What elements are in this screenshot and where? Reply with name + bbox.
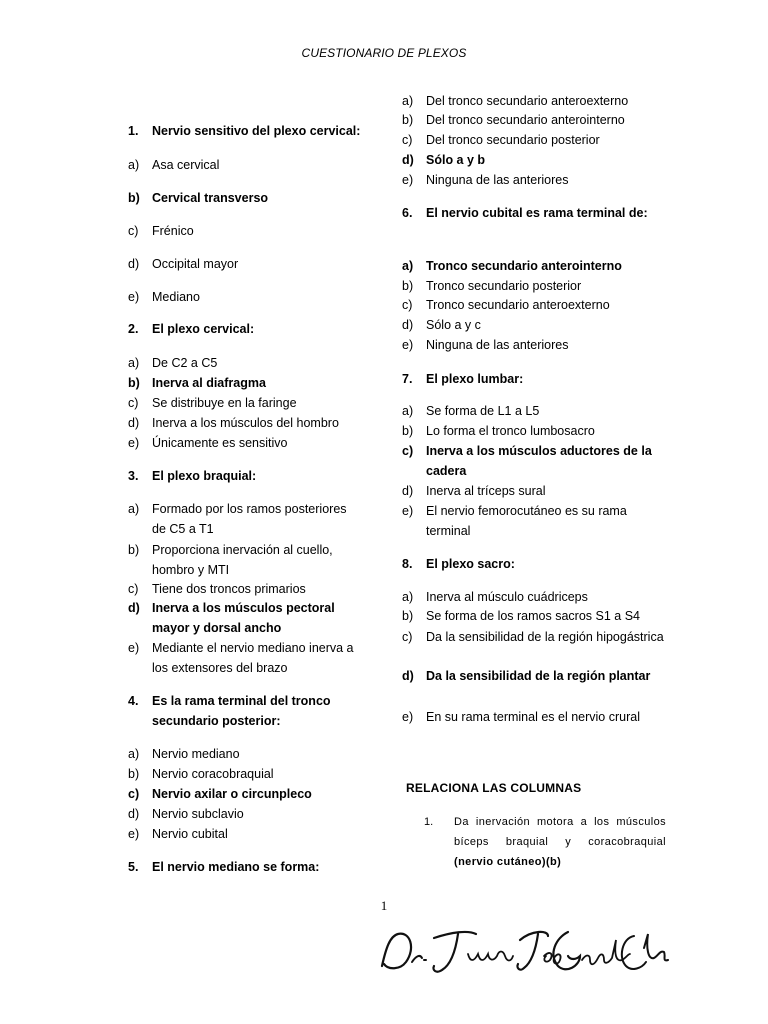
option-letter: b) bbox=[402, 424, 414, 438]
option-letter: b) bbox=[402, 113, 414, 127]
option-1d bbox=[128, 254, 363, 274]
option-text: Proporciona inervación al cuello, hombro y MTI bbox=[152, 543, 333, 577]
question-1 bbox=[128, 121, 363, 141]
question-number: 2. bbox=[128, 322, 139, 336]
option-7c bbox=[402, 441, 664, 481]
option-text: Sólo a y b bbox=[426, 153, 486, 167]
option-text: Inerva al tríceps sural bbox=[426, 484, 546, 498]
option-8b bbox=[402, 606, 664, 626]
section-title-relaciona: RELACIONA LAS COLUMNAS bbox=[406, 781, 582, 795]
option-letter: c) bbox=[402, 298, 413, 312]
question-text: Es la rama terminal del tronco secundario posterior: bbox=[152, 694, 331, 728]
option-letter: e) bbox=[128, 290, 140, 304]
option-text: Tronco secundario anterointerno bbox=[426, 259, 622, 273]
option-text: Cervical transverso bbox=[152, 191, 269, 205]
option-text: Mediante el nervio mediano inerva a los extensores del brazo bbox=[152, 641, 354, 675]
option-text: Occipital mayor bbox=[152, 257, 239, 271]
option-text: Nervio coracobraquial bbox=[152, 767, 274, 781]
question-8 bbox=[402, 554, 664, 574]
option-text: Del tronco secundario posterior bbox=[426, 133, 600, 147]
option-4d bbox=[128, 804, 363, 824]
option-text: Asa cervical bbox=[152, 158, 220, 172]
option-5a bbox=[402, 91, 664, 111]
option-4a bbox=[128, 744, 363, 764]
option-letter: d) bbox=[402, 318, 414, 332]
question-text: El nervio mediano se forma: bbox=[152, 860, 320, 874]
option-2b bbox=[128, 373, 363, 393]
option-2c bbox=[128, 393, 363, 413]
option-text: Tiene dos troncos primarios bbox=[152, 582, 306, 596]
option-letter: a) bbox=[402, 94, 414, 108]
item-statement: Da inervación motora a los músculos bíceps braquial y coracobraquial bbox=[454, 816, 666, 848]
option-7b bbox=[402, 421, 664, 441]
question-6 bbox=[402, 203, 664, 223]
question-4 bbox=[128, 691, 363, 731]
option-text: El nervio femorocutáneo es su rama terminal bbox=[426, 504, 627, 538]
option-3c bbox=[128, 579, 363, 599]
relaciona-item-1 bbox=[424, 812, 666, 872]
option-text: Nervio subclavio bbox=[152, 807, 244, 821]
question-number: 3. bbox=[128, 469, 139, 483]
option-3d bbox=[128, 598, 363, 638]
option-letter: c) bbox=[128, 224, 139, 238]
question-number: 1. bbox=[128, 124, 139, 138]
option-text: Tronco secundario posterior bbox=[426, 279, 582, 293]
option-letter: e) bbox=[128, 827, 140, 841]
option-letter: b) bbox=[128, 376, 140, 390]
option-letter: b) bbox=[402, 279, 414, 293]
option-text: Ninguna de las anteriores bbox=[426, 338, 569, 352]
option-letter: a) bbox=[128, 356, 140, 370]
option-letter: a) bbox=[128, 158, 140, 172]
option-6b bbox=[402, 276, 664, 296]
option-text: Mediano bbox=[152, 290, 200, 304]
option-letter: d) bbox=[128, 416, 140, 430]
question-number: 8. bbox=[402, 557, 413, 571]
option-text: Nervio axilar o circunpleco bbox=[152, 787, 312, 801]
option-3e bbox=[128, 638, 363, 678]
option-4e bbox=[128, 824, 363, 844]
option-letter: c) bbox=[402, 133, 413, 147]
option-letter: e) bbox=[402, 710, 414, 724]
option-letter: e) bbox=[128, 641, 140, 655]
option-letter: a) bbox=[402, 259, 414, 273]
option-6e bbox=[402, 335, 664, 355]
option-1a bbox=[128, 155, 363, 175]
option-letter: a) bbox=[402, 590, 414, 604]
item-answer: (nervio cutáneo)(b) bbox=[454, 856, 562, 868]
option-8d bbox=[402, 666, 664, 686]
option-text: Inerva al músculo cuádriceps bbox=[426, 590, 588, 604]
option-text: Se forma de los ramos sacros S1 a S4 bbox=[426, 609, 640, 623]
option-letter: b) bbox=[128, 767, 140, 781]
option-letter: e) bbox=[402, 504, 414, 518]
item-number: 1. bbox=[424, 816, 434, 828]
option-letter: c) bbox=[128, 787, 140, 801]
option-letter: d) bbox=[402, 153, 414, 167]
question-text: El plexo braquial: bbox=[152, 469, 257, 483]
handwritten-signature bbox=[372, 918, 672, 988]
question-2 bbox=[128, 319, 363, 339]
option-text: Tronco secundario anteroexterno bbox=[426, 298, 610, 312]
option-5b bbox=[402, 110, 664, 130]
option-letter: b) bbox=[128, 191, 140, 205]
question-text: Nervio sensitivo del plexo cervical: bbox=[152, 124, 361, 138]
option-letter: c) bbox=[402, 444, 414, 458]
option-letter: b) bbox=[402, 609, 414, 623]
option-4b bbox=[128, 764, 363, 784]
option-text: De C2 a C5 bbox=[152, 356, 218, 370]
question-5 bbox=[128, 857, 363, 877]
option-text: Del tronco secundario anterointerno bbox=[426, 113, 625, 127]
option-letter: d) bbox=[402, 669, 414, 683]
option-letter: d) bbox=[128, 807, 140, 821]
question-number: 5. bbox=[128, 860, 139, 874]
option-letter: e) bbox=[402, 173, 414, 187]
option-8e bbox=[402, 707, 664, 727]
option-text: Nervio cubital bbox=[152, 827, 228, 841]
option-7a bbox=[402, 401, 664, 421]
option-8a bbox=[402, 587, 664, 607]
option-4c bbox=[128, 784, 363, 804]
option-5d bbox=[402, 150, 664, 170]
option-letter: c) bbox=[128, 396, 139, 410]
question-text: El nervio cubital es rama terminal de: bbox=[426, 206, 648, 220]
option-text: Lo forma el tronco lumbosacro bbox=[426, 424, 595, 438]
option-text: Nervio mediano bbox=[152, 747, 240, 761]
option-letter: c) bbox=[402, 630, 413, 644]
option-5e bbox=[402, 170, 664, 190]
option-3a bbox=[128, 499, 363, 539]
item-text bbox=[454, 812, 666, 872]
option-1b bbox=[128, 188, 363, 208]
option-1e bbox=[128, 287, 363, 307]
page-number: 1 bbox=[380, 898, 388, 913]
option-8c bbox=[402, 627, 664, 647]
option-6a bbox=[402, 256, 664, 276]
option-text: Formado por los ramos posteriores de C5 a T1 bbox=[152, 502, 347, 536]
question-number: 4. bbox=[128, 694, 139, 708]
option-6c bbox=[402, 295, 664, 315]
question-text: El plexo lumbar: bbox=[426, 372, 524, 386]
option-text: Inerva al diafragma bbox=[152, 376, 266, 390]
option-text: Inerva a los músculos del hombro bbox=[152, 416, 339, 430]
option-2d bbox=[128, 413, 363, 433]
option-text: Sólo a y c bbox=[426, 318, 481, 332]
question-number: 7. bbox=[402, 372, 413, 386]
option-text: En su rama terminal es el nervio crural bbox=[426, 710, 640, 724]
option-5c bbox=[402, 130, 664, 150]
option-letter: e) bbox=[402, 338, 414, 352]
option-letter: a) bbox=[128, 747, 140, 761]
option-letter: a) bbox=[128, 502, 140, 516]
option-text: Ninguna de las anteriores bbox=[426, 173, 569, 187]
option-letter: d) bbox=[128, 601, 140, 615]
option-3b bbox=[128, 540, 363, 580]
option-text: Frénico bbox=[152, 224, 194, 238]
question-3 bbox=[128, 466, 363, 486]
option-text: Da la sensibilidad de la región hipogástrica bbox=[426, 630, 664, 644]
option-text: Se distribuye en la faringe bbox=[152, 396, 297, 410]
option-6d bbox=[402, 315, 664, 335]
option-7e bbox=[402, 501, 664, 541]
question-text: El plexo cervical: bbox=[152, 322, 255, 336]
option-letter: c) bbox=[128, 582, 139, 596]
option-letter: d) bbox=[128, 257, 140, 271]
option-text: Se forma de L1 a L5 bbox=[426, 404, 540, 418]
option-7d bbox=[402, 481, 664, 501]
option-2e bbox=[128, 433, 363, 453]
option-letter: a) bbox=[402, 404, 414, 418]
option-text: Del tronco secundario anteroexterno bbox=[426, 94, 629, 108]
question-7 bbox=[402, 369, 664, 389]
option-letter: e) bbox=[128, 436, 140, 450]
option-2a bbox=[128, 353, 363, 373]
document-title: CUESTIONARIO DE PLEXOS bbox=[301, 46, 467, 60]
option-letter: b) bbox=[128, 543, 140, 557]
option-text: Da la sensibilidad de la región plantar bbox=[426, 669, 651, 683]
option-text: Únicamente es sensitivo bbox=[152, 436, 288, 450]
option-1c bbox=[128, 221, 363, 241]
option-text: Inerva a los músculos pectoral mayor y dorsal ancho bbox=[152, 601, 335, 635]
option-text: Inerva a los músculos aductores de la cadera bbox=[426, 444, 652, 478]
question-number: 6. bbox=[402, 206, 413, 220]
question-text: El plexo sacro: bbox=[426, 557, 515, 571]
option-letter: d) bbox=[402, 484, 414, 498]
